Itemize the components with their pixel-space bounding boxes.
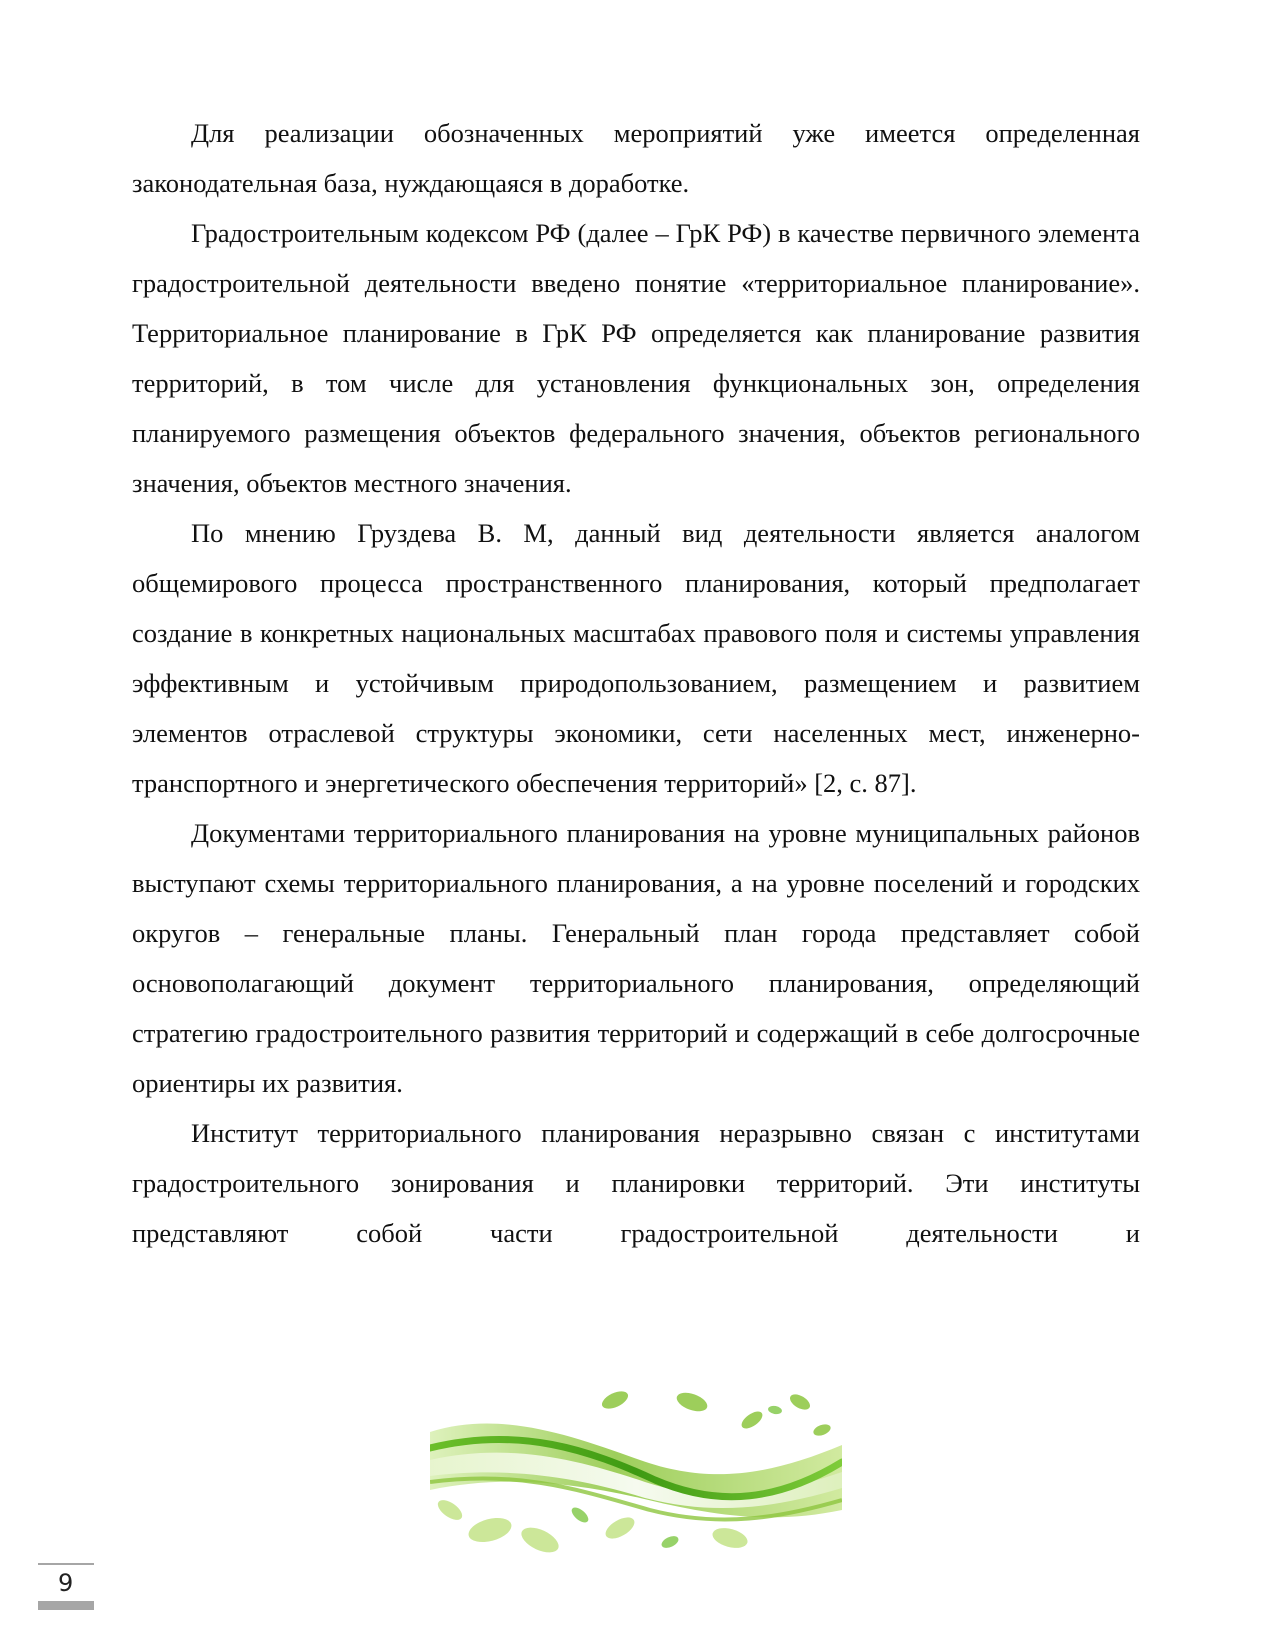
footer-rule-bottom [38, 1601, 94, 1610]
page-footer [38, 1563, 94, 1610]
paragraph-1: Для реализации обозначенных мероприятий уже имеется определенная законодательная база, нуждающаяся в доработке. [132, 118, 1140, 198]
paragraph-3: По мнению Груздева В. М, данный вид деятельности является аналогом общемирового процесса пространственного планирования, который предполагает создание в конкретных национальных масштабах правового поля и системы управления эффективным и устойчивым природопользованием, размещением и развитием элементов отраслевой структуры экономики, сети населенных мест, инженерно-транспортного и энергетического обеспечения территорий» [2, с. 87]. [132, 518, 1140, 798]
green-wave-leaves-icon [430, 1390, 842, 1555]
paragraph-5: Институт территориального планирования неразрывно связан с институтами градостроительного зонирования и планировки территорий. Эти институты представляют собой части градостроительной деятельности и [132, 1118, 1140, 1248]
document-body [132, 108, 1140, 1258]
page-number: 9 [58, 1569, 74, 1597]
paragraph-2: Градостроительным кодексом РФ (далее – ГрК РФ) в качестве первичного элемента градостроительной деятельности введено понятие «территориальное планирование». Территориальное планирование в ГрК РФ определяется как планирование развития территорий, в том числе для установления функциональных зон, определения планируемого размещения объектов федерального значения, объектов регионального значения, объектов местного значения. [132, 218, 1140, 498]
paragraph-4: Документами территориального планирования на уровне муниципальных районов выступают схемы территориального планирования, а на уровне поселений и городских округов – генеральные планы. Генеральный план города представляет собой основополагающий документ территориального планирования, определяющий стратегию градостроительного развития территорий и содержащий в себе долгосрочные ориентиры их развития. [132, 818, 1140, 1098]
